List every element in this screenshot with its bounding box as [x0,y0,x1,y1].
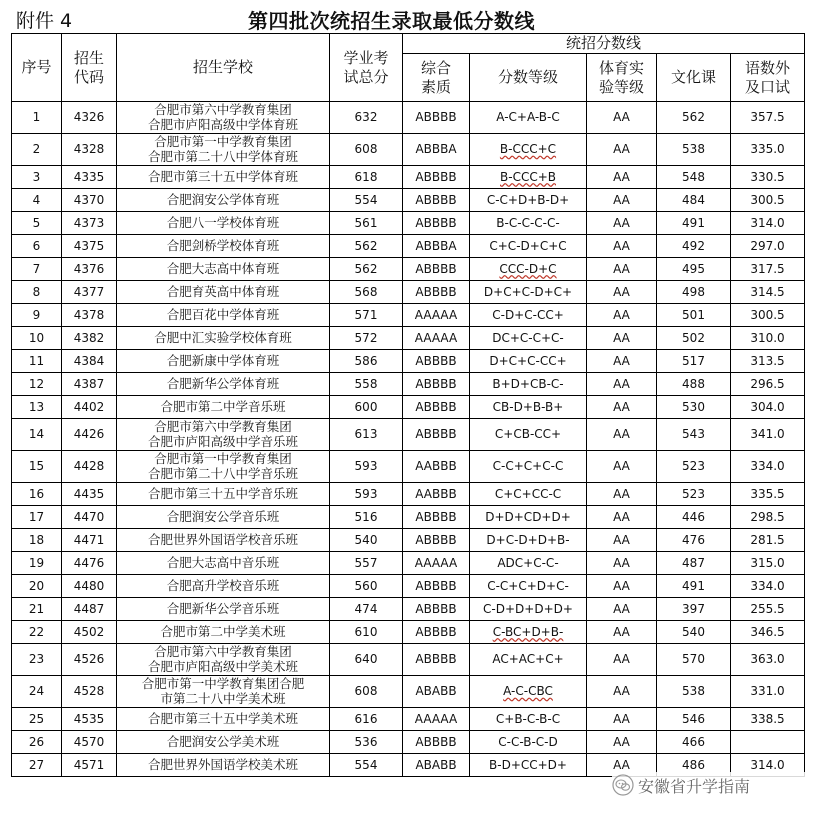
cell-culture: 543 [657,419,731,451]
cell-grade: D+C+C-CC+ [470,350,587,373]
cell-school: 合肥市第二中学美术班 [117,621,330,644]
cell-lang: 338.5 [731,708,805,731]
cell-code: 4326 [62,102,117,134]
cell-school: 合肥润安公学音乐班 [117,506,330,529]
cell-total: 640 [330,644,403,676]
cell-grade: C-D+D+D+D+ [470,598,587,621]
cell-school: 合肥市第六中学教育集团 合肥市庐阳高级中学音乐班 [117,419,330,451]
cell-quality: AAAAA [403,708,470,731]
cell-seq: 15 [12,451,62,483]
cell-lang: 255.5 [731,598,805,621]
cell-quality: AABBB [403,483,470,506]
cell-code: 4535 [62,708,117,731]
cell-pe: AA [587,451,657,483]
col-lang [731,54,805,102]
table-row [12,621,805,644]
cell-school: 合肥大志高中音乐班 [117,552,330,575]
cell-school: 合肥百花中学体育班 [117,304,330,327]
cell-total: 610 [330,621,403,644]
cell-seq: 20 [12,575,62,598]
cell-school: 合肥市第一中学教育集团合肥 市第二十八中学美术班 [117,676,330,708]
cell-culture: 570 [657,644,731,676]
cell-seq: 27 [12,754,62,777]
table-row [12,598,805,621]
table-row [12,102,805,134]
cell-lang: 314.5 [731,281,805,304]
cell-quality: ABABB [403,676,470,708]
cell-code: 4487 [62,598,117,621]
cell-pe: AA [587,396,657,419]
attachment-label: 附件 4 [16,10,73,32]
table-row [12,483,805,506]
cell-code: 4370 [62,189,117,212]
col-quality [403,54,470,102]
cell-school: 合肥世界外国语学校音乐班 [117,529,330,552]
cell-total: 554 [330,189,403,212]
cell-total: 562 [330,258,403,281]
cell-grade: CCC-D+C [470,258,587,281]
col-total-label: 学业考 试总分 [343,48,389,86]
table-row [12,373,805,396]
col-school: 招生学校 [117,34,330,102]
table-row [12,350,805,373]
cell-total: 616 [330,708,403,731]
cell-pe: AA [587,552,657,575]
cell-pe: AA [587,327,657,350]
cell-seq: 14 [12,419,62,451]
table-row [12,281,805,304]
cell-culture: 546 [657,708,731,731]
table-row [12,258,805,281]
cell-pe: AA [587,212,657,235]
cell-total: 562 [330,235,403,258]
cell-seq: 25 [12,708,62,731]
cell-code: 4570 [62,731,117,754]
cell-culture: 495 [657,258,731,281]
cell-grade: A-C+A-B-C [470,102,587,134]
cell-quality: ABBBB [403,189,470,212]
cell-quality: ABBBB [403,598,470,621]
table-row [12,708,805,731]
cell-total: 608 [330,134,403,166]
cell-code: 4526 [62,644,117,676]
cell-total: 572 [330,327,403,350]
cell-total: 593 [330,483,403,506]
cell-school: 合肥新华公学体育班 [117,373,330,396]
cell-code: 4335 [62,166,117,189]
cell-culture: 498 [657,281,731,304]
col-code [62,34,117,102]
cell-seq: 6 [12,235,62,258]
cell-lang: 335.5 [731,483,805,506]
cell-pe: AA [587,575,657,598]
cell-code: 4471 [62,529,117,552]
cell-culture: 540 [657,621,731,644]
cell-culture: 502 [657,327,731,350]
cell-seq: 16 [12,483,62,506]
cell-grade: C-BC+D+B- [470,621,587,644]
cell-total: 561 [330,212,403,235]
watermark-text: 安徽省升学指南 [638,776,751,796]
cell-quality: ABBBB [403,731,470,754]
cell-pe: AA [587,419,657,451]
table-row [12,189,805,212]
cell-pe: AA [587,708,657,731]
cell-culture: 523 [657,483,731,506]
page-header [0,0,815,33]
cell-code: 4375 [62,235,117,258]
col-culture: 文化课 [657,54,731,102]
cell-grade: C-D+C-CC+ [470,304,587,327]
col-pe-label: 体育实 验等级 [598,58,644,96]
cell-lang [731,731,805,754]
cell-total: 557 [330,552,403,575]
cell-pe: AA [587,102,657,134]
cell-grade: D+D+CD+D+ [470,506,587,529]
cell-lang: 314.0 [731,212,805,235]
cell-grade: A-C-CBC [470,676,587,708]
cell-total: 632 [330,102,403,134]
cell-pe: AA [587,754,657,777]
cell-total: 600 [330,396,403,419]
cell-grade: C+C-D+C+C [470,235,587,258]
table-row [12,396,805,419]
cell-lang: 300.5 [731,304,805,327]
cell-school: 合肥世界外国语学校美术班 [117,754,330,777]
cell-culture: 523 [657,451,731,483]
cell-quality: AAAAA [403,327,470,350]
cell-seq: 22 [12,621,62,644]
cell-culture: 491 [657,212,731,235]
cell-code: 4528 [62,676,117,708]
cell-pe: AA [587,134,657,166]
cell-grade: C+CB-CC+ [470,419,587,451]
cell-lang: 317.5 [731,258,805,281]
cell-grade: AC+AC+C+ [470,644,587,676]
col-pe [587,54,657,102]
cell-school: 合肥育英高中体育班 [117,281,330,304]
cell-culture: 501 [657,304,731,327]
page-title: 第四批次统招生录取最低分数线 [248,9,535,33]
cell-code: 4480 [62,575,117,598]
cell-pe: AA [587,731,657,754]
cell-lang: 313.5 [731,350,805,373]
cell-code: 4402 [62,396,117,419]
cell-total: 571 [330,304,403,327]
cell-lang: 330.5 [731,166,805,189]
cell-pe: AA [587,304,657,327]
table-row [12,304,805,327]
cell-code: 4384 [62,350,117,373]
cell-code: 4571 [62,754,117,777]
cell-code: 4435 [62,483,117,506]
cell-total: 613 [330,419,403,451]
table-row [12,644,805,676]
table-row [12,676,805,708]
cell-culture: 446 [657,506,731,529]
cell-quality: ABBBB [403,396,470,419]
cell-grade: B+D+CB-C- [470,373,587,396]
cell-grade: C-C+C+D+C- [470,575,587,598]
cell-school: 合肥市第一中学教育集团 合肥市第二十八中学音乐班 [117,451,330,483]
cell-school: 合肥高升学校音乐班 [117,575,330,598]
cell-culture: 397 [657,598,731,621]
table-row [12,575,805,598]
cell-seq: 17 [12,506,62,529]
cell-culture: 487 [657,552,731,575]
cell-quality: ABBBB [403,644,470,676]
table-row [12,235,805,258]
cell-culture: 548 [657,166,731,189]
table-row [12,451,805,483]
cell-lang: 335.0 [731,134,805,166]
cell-lang: 341.0 [731,419,805,451]
cell-grade: D+C+C-D+C+ [470,281,587,304]
cell-quality: AAAAA [403,552,470,575]
cell-pe: AA [587,644,657,676]
cell-school: 合肥剑桥学校体育班 [117,235,330,258]
cell-quality: ABBBB [403,575,470,598]
cell-code: 4502 [62,621,117,644]
cell-total: 474 [330,598,403,621]
cell-quality: ABBBA [403,134,470,166]
cell-quality: ABBBB [403,529,470,552]
cell-total: 618 [330,166,403,189]
table-row [12,212,805,235]
col-total [330,34,403,102]
cell-lang: 310.0 [731,327,805,350]
cell-code: 4377 [62,281,117,304]
cell-seq: 10 [12,327,62,350]
cell-lang: 331.0 [731,676,805,708]
cell-lang: 300.5 [731,189,805,212]
cell-total: 593 [330,451,403,483]
cell-lang: 298.5 [731,506,805,529]
cell-pe: AA [587,281,657,304]
cell-seq: 12 [12,373,62,396]
cell-culture: 484 [657,189,731,212]
cell-culture: 492 [657,235,731,258]
cell-code: 4428 [62,451,117,483]
cell-seq: 2 [12,134,62,166]
cell-school: 合肥润安公学体育班 [117,189,330,212]
cell-quality: AAAAA [403,304,470,327]
cell-school: 合肥市第一中学教育集团 合肥市第二十八中学体育班 [117,134,330,166]
cell-grade: DC+C-C+C- [470,327,587,350]
cell-culture: 476 [657,529,731,552]
cell-pe: AA [587,483,657,506]
cell-quality: AABBB [403,451,470,483]
table-row [12,552,805,575]
cell-total: 558 [330,373,403,396]
cell-seq: 9 [12,304,62,327]
cell-grade: B-CCC+C [470,134,587,166]
cell-seq: 13 [12,396,62,419]
table-row [12,506,805,529]
cell-total: 536 [330,731,403,754]
cell-code: 4328 [62,134,117,166]
cell-seq: 23 [12,644,62,676]
col-group-cutoff: 统招分数线 [403,34,805,54]
cell-pe: AA [587,676,657,708]
cell-quality: ABBBB [403,281,470,304]
cell-total: 608 [330,676,403,708]
cell-code: 4476 [62,552,117,575]
cell-seq: 7 [12,258,62,281]
cell-school: 合肥润安公学美术班 [117,731,330,754]
cell-seq: 3 [12,166,62,189]
cell-grade: B-D+CC+D+ [470,754,587,777]
cell-lang: 315.0 [731,552,805,575]
admission-score-table [11,33,805,777]
cell-pe: AA [587,258,657,281]
cell-grade: C+B-C-B-C [470,708,587,731]
cell-code: 4378 [62,304,117,327]
cell-quality: ABBBB [403,212,470,235]
cell-school: 合肥市第六中学教育集团 合肥市庐阳高级中学美术班 [117,644,330,676]
cell-grade: D+C-D+D+B- [470,529,587,552]
cell-culture: 538 [657,676,731,708]
cell-pe: AA [587,373,657,396]
cell-grade: C-C+C+C-C [470,451,587,483]
cell-culture: 466 [657,731,731,754]
cell-code: 4373 [62,212,117,235]
cell-culture: 488 [657,373,731,396]
cell-seq: 21 [12,598,62,621]
cell-seq: 24 [12,676,62,708]
cell-pe: AA [587,166,657,189]
cell-total: 554 [330,754,403,777]
cell-school: 合肥市第六中学教育集团 合肥市庐阳高级中学体育班 [117,102,330,134]
table-row [12,166,805,189]
cell-total: 586 [330,350,403,373]
cell-total: 540 [330,529,403,552]
cell-grade: C-C+D+B-D+ [470,189,587,212]
cell-school: 合肥市第三十五中学体育班 [117,166,330,189]
cell-pe: AA [587,598,657,621]
watermark [612,772,807,798]
cell-lang: 363.0 [731,644,805,676]
cell-pe: AA [587,529,657,552]
cell-seq: 1 [12,102,62,134]
cell-grade: C-C-B-C-D [470,731,587,754]
cell-school: 合肥新华公学音乐班 [117,598,330,621]
cell-culture: 538 [657,134,731,166]
cell-quality: ABBBB [403,419,470,451]
col-quality-label: 综合 素质 [420,58,451,96]
cell-lang: 346.5 [731,621,805,644]
col-lang-label: 语数外 及口试 [744,58,790,96]
table-row [12,731,805,754]
cell-quality: ABBBB [403,258,470,281]
cell-school: 合肥大志高中体育班 [117,258,330,281]
cell-pe: AA [587,235,657,258]
cell-seq: 11 [12,350,62,373]
cell-lang: 357.5 [731,102,805,134]
cell-lang: 281.5 [731,529,805,552]
cell-pe: AA [587,506,657,529]
table-row [12,134,805,166]
cell-total: 516 [330,506,403,529]
cell-culture: 530 [657,396,731,419]
cell-quality: ABBBB [403,373,470,396]
cell-school: 合肥八一学校体育班 [117,212,330,235]
table-row [12,327,805,350]
cell-seq: 18 [12,529,62,552]
cell-grade: ADC+C-C- [470,552,587,575]
cell-grade: CB-D+B-B+ [470,396,587,419]
cell-code: 4376 [62,258,117,281]
cell-grade: C+C+CC-C [470,483,587,506]
cell-quality: ABABB [403,754,470,777]
cell-quality: ABBBA [403,235,470,258]
cell-quality: ABBBB [403,621,470,644]
cell-school: 合肥市第三十五中学美术班 [117,708,330,731]
cell-pe: AA [587,621,657,644]
cell-seq: 8 [12,281,62,304]
cell-culture: 562 [657,102,731,134]
cell-quality: ABBBB [403,102,470,134]
cell-quality: ABBBB [403,166,470,189]
cell-pe: AA [587,189,657,212]
cell-seq: 26 [12,731,62,754]
cell-culture: 491 [657,575,731,598]
cell-lang: 314.0 [731,754,805,777]
cell-grade: B-CCC+B [470,166,587,189]
cell-school: 合肥新康中学体育班 [117,350,330,373]
cell-seq: 19 [12,552,62,575]
cell-school: 合肥市第二中学音乐班 [117,396,330,419]
cell-lang: 304.0 [731,396,805,419]
col-grade: 分数等级 [470,54,587,102]
cell-total: 568 [330,281,403,304]
cell-lang: 297.0 [731,235,805,258]
cell-culture: 517 [657,350,731,373]
col-seq: 序号 [12,34,62,102]
cell-lang: 334.0 [731,575,805,598]
cell-lang: 296.5 [731,373,805,396]
cell-quality: ABBBB [403,506,470,529]
cell-seq: 4 [12,189,62,212]
cell-seq: 5 [12,212,62,235]
cell-school: 合肥市第三十五中学音乐班 [117,483,330,506]
cell-quality: ABBBB [403,350,470,373]
cell-code: 4470 [62,506,117,529]
cell-code: 4382 [62,327,117,350]
cell-code: 4387 [62,373,117,396]
cell-grade: B-C-C-C-C- [470,212,587,235]
cell-school: 合肥中汇实验学校体育班 [117,327,330,350]
wechat-icon [612,774,634,796]
cell-lang: 334.0 [731,451,805,483]
cell-total: 560 [330,575,403,598]
col-code-label: 招生 代码 [73,48,104,86]
cell-code: 4426 [62,419,117,451]
cell-pe: AA [587,350,657,373]
cell-culture: 486 [657,754,731,777]
table-row [12,529,805,552]
table-row [12,419,805,451]
